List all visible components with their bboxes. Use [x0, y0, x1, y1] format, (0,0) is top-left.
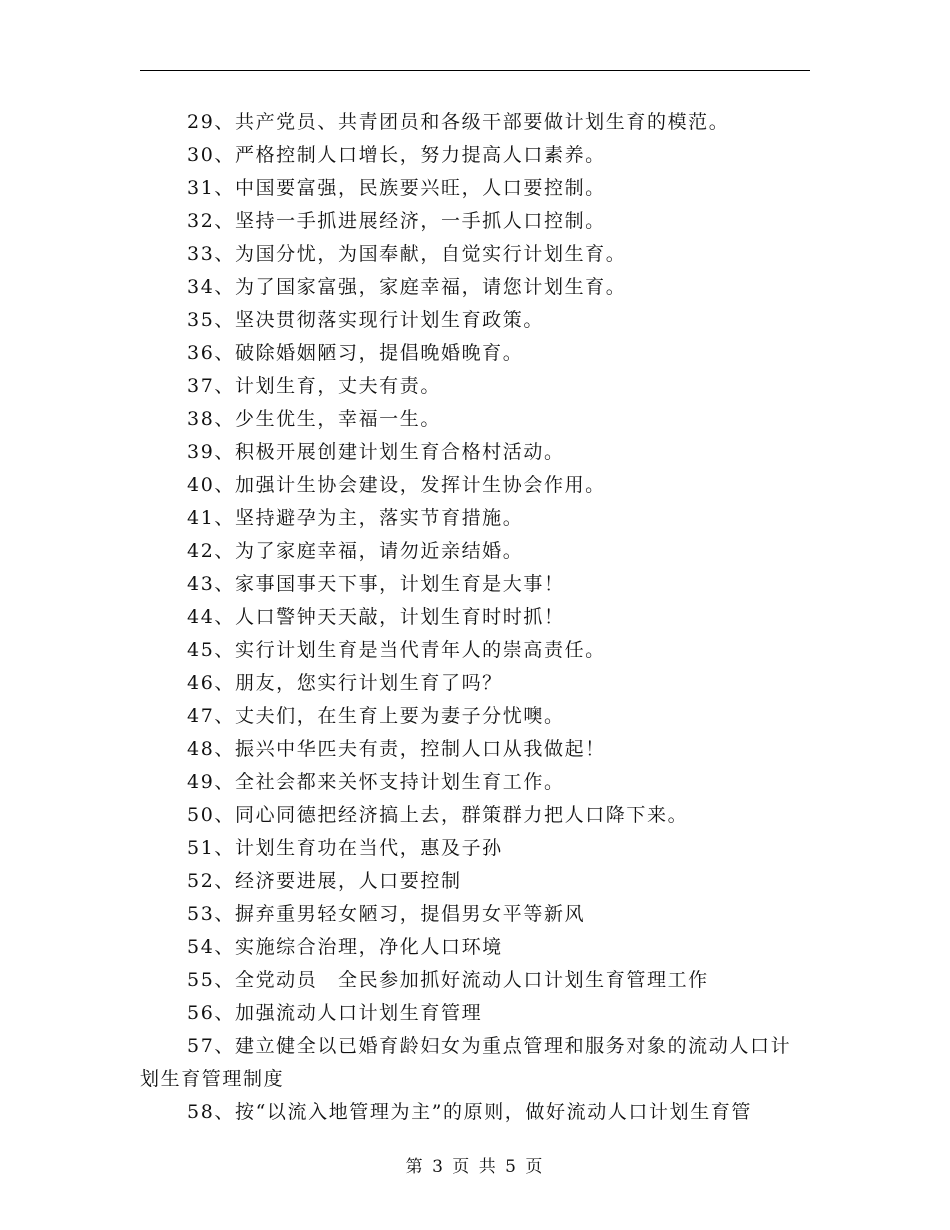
page-footer: 第 3 页 共 5 页: [405, 1157, 545, 1177]
list-item: 44、人口警钟天天敲，计划生育时时抓！: [187, 606, 565, 628]
header-rule: [140, 70, 810, 71]
list-item: 50、同心同德把经济搞上去，群策群力把人口降下来。: [187, 804, 689, 826]
list-item: 57、建立健全以已婚育龄妇女为重点管理和服务对象的流动人口计划生育管理制度: [140, 1035, 792, 1090]
list-item: 41、坚持避孕为主，落实节育措施。: [187, 507, 524, 529]
list-item: 58、按“以流入地管理为主”的原则，做好流动人口计划生育管: [187, 1101, 753, 1123]
list-item: 56、加强流动人口计划生育管理: [187, 1002, 483, 1024]
list-item: 38、少生优生，幸福一生。: [187, 408, 441, 430]
list-item: 32、坚持一手抓进展经济，一手抓人口控制。: [187, 210, 606, 232]
list-item: 48、振兴中华匹夫有责，控制人口从我做起！: [187, 738, 606, 760]
list-item: 53、摒弃重男轻女陋习，提倡男女平等新风: [187, 903, 586, 925]
list-item: 47、丈夫们，在生育上要为妻子分忧噢。: [187, 705, 565, 727]
list-item: 30、严格控制人口增长，努力提高人口素养。: [187, 144, 606, 166]
list-item: 36、破除婚姻陋习，提倡晚婚晚育。: [187, 342, 524, 364]
document-body: [140, 106, 810, 1129]
list-item: 54、实施综合治理，净化人口环境: [187, 936, 503, 958]
list-item: 39、积极开展创建计划生育合格村活动。: [187, 441, 565, 463]
list-item: 49、全社会都来关怀支持计划生育工作。: [187, 771, 565, 793]
list-item: 29、共产党员、共青团员和各级干部要做计划生育的模范。: [187, 111, 730, 133]
list-item: 35、坚决贯彻落实现行计划生育政策。: [187, 309, 544, 331]
list-item: 42、为了家庭幸福，请勿近亲结婚。: [187, 540, 524, 562]
list-item: 33、为国分忧，为国奉献，自觉实行计划生育。: [187, 243, 627, 265]
list-item: 55、全党动员 全民参加抓好流动人口计划生育管理工作: [187, 969, 709, 991]
list-item: 46、朋友，您实行计划生育了吗？: [187, 672, 503, 694]
list-item: 34、为了国家富强，家庭幸福，请您计划生育。: [187, 276, 627, 298]
list-item: 37、计划生育，丈夫有责。: [187, 375, 441, 397]
list-item: 43、家事国事天下事，计划生育是大事！: [187, 573, 565, 595]
list-item: 40、加强计生协会建设，发挥计生协会作用。: [187, 474, 606, 496]
list-item: 52、经济要进展，人口要控制: [187, 870, 462, 892]
list-item: 31、中国要富强，民族要兴旺，人口要控制。: [187, 177, 606, 199]
list-item: 51、计划生育功在当代，惠及子孙: [187, 837, 503, 859]
list-item: 45、实行计划生育是当代青年人的崇高责任。: [187, 639, 606, 661]
